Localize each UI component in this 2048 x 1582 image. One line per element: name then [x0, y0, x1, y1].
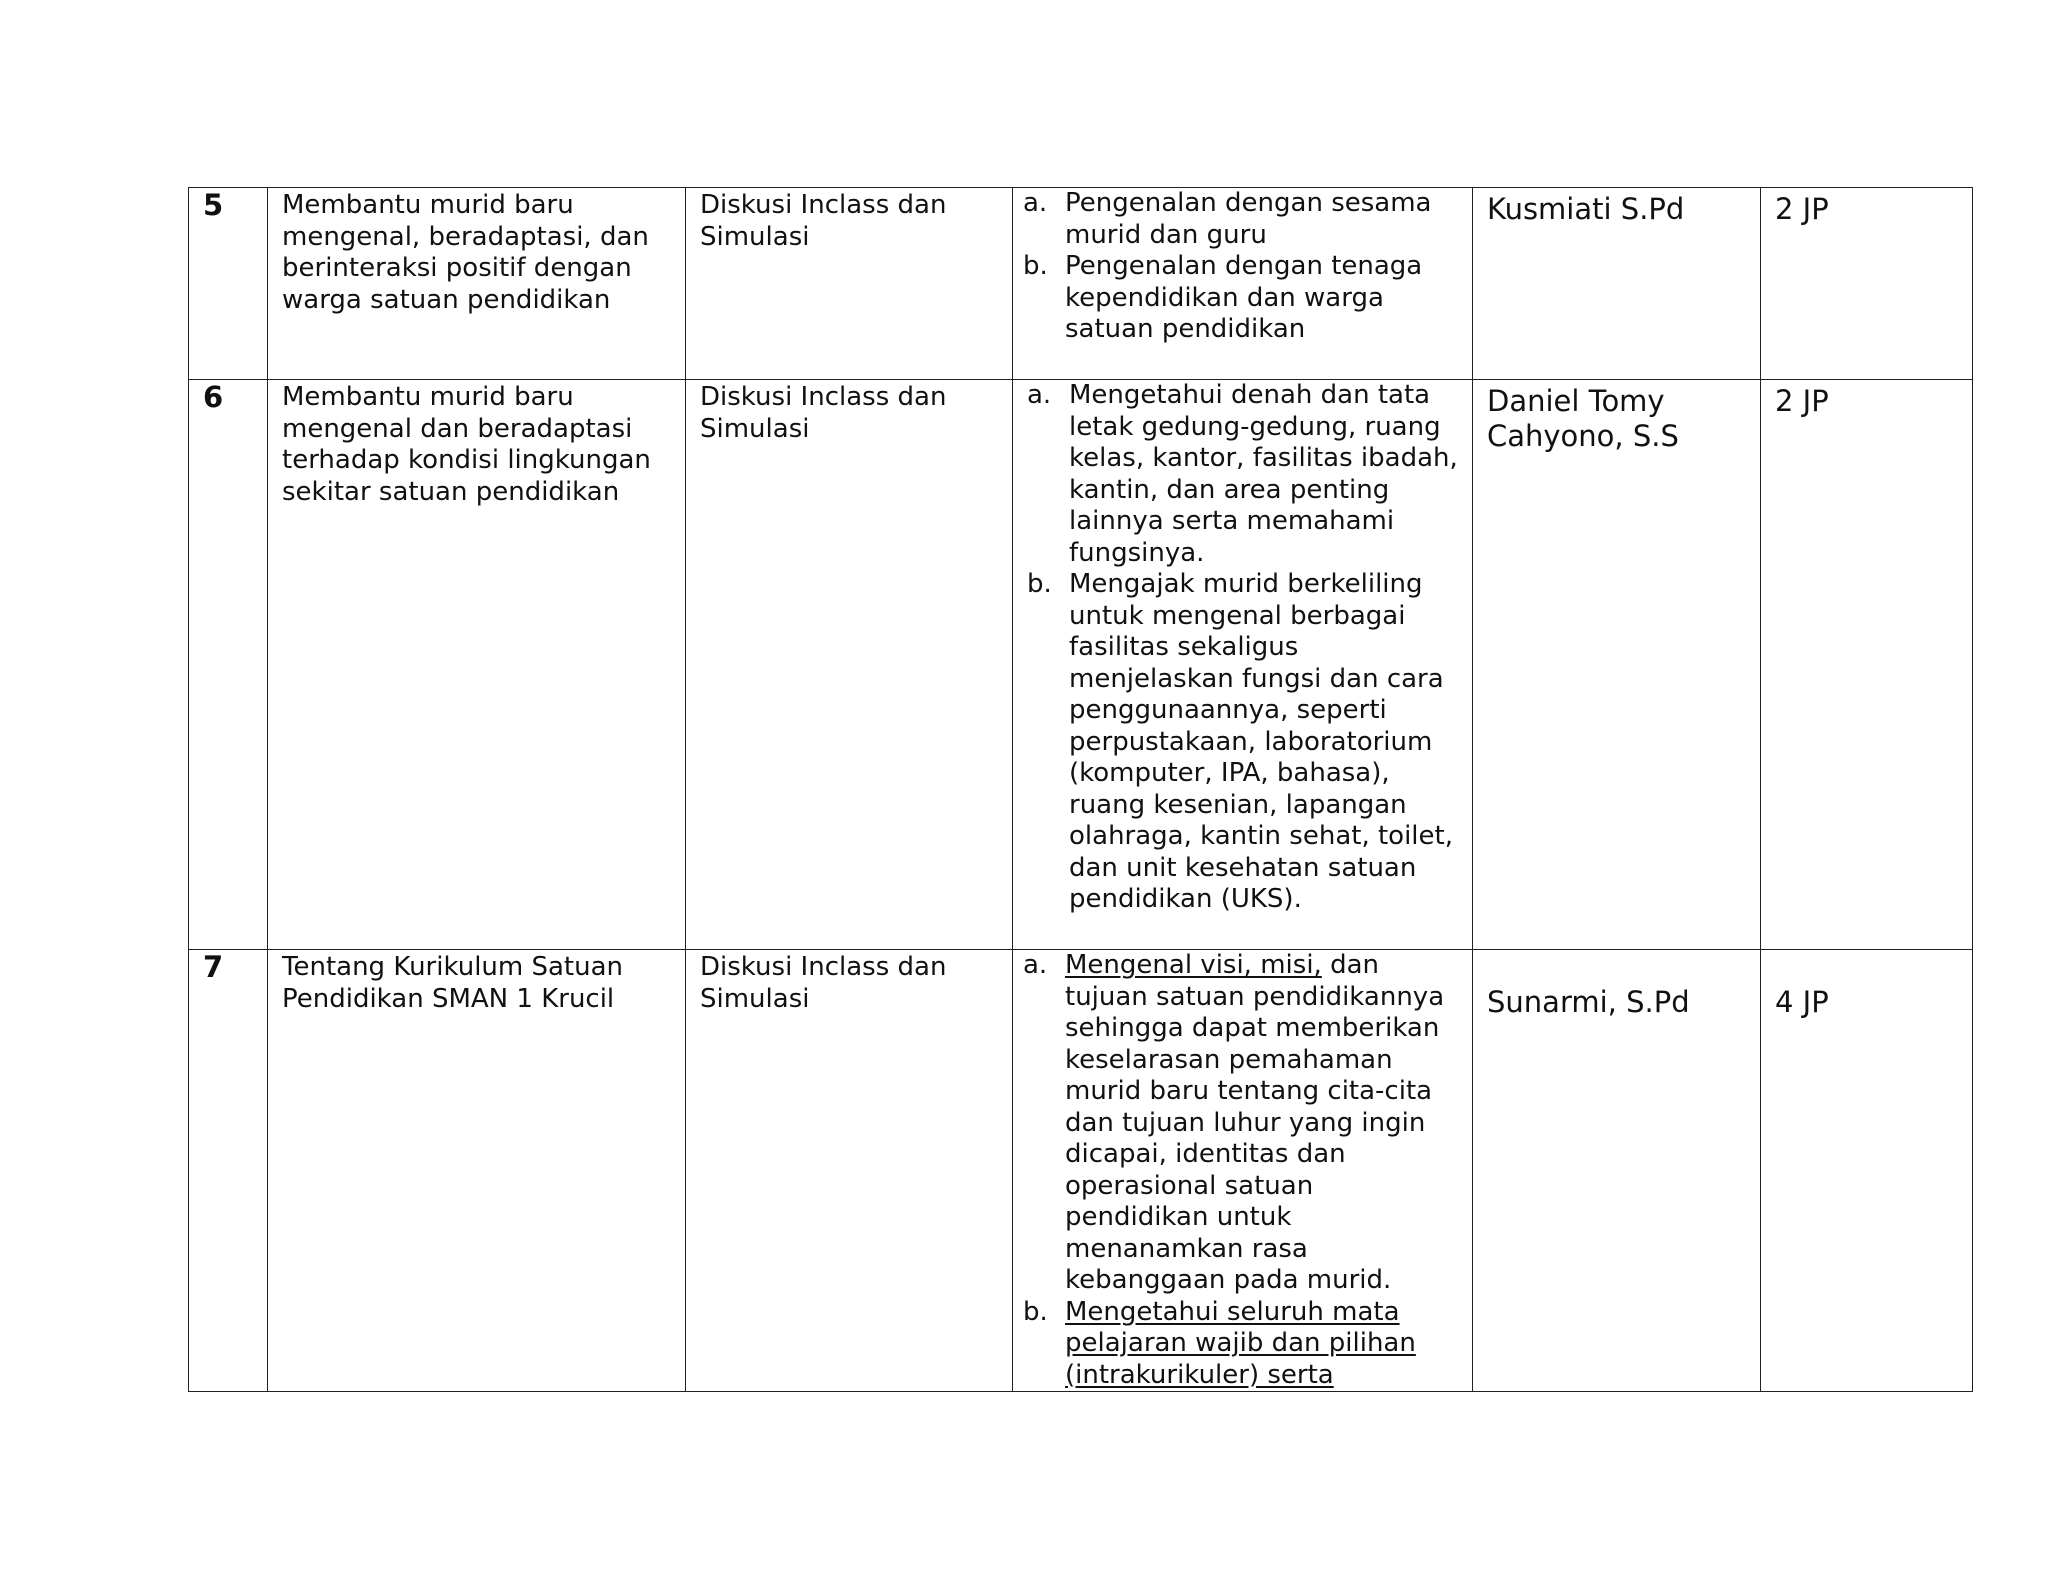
objective-text: Membantu murid baru mengenal, beradaptasi, dan berinteraksi positif dengan warga satuan pendidikan [282, 190, 649, 315]
list-marker: a. [1023, 950, 1048, 980]
row-number: 7 [203, 950, 224, 984]
facilitator-cell [1473, 380, 1761, 950]
method-text: Diskusi Inclass dan Simulasi [700, 952, 947, 1014]
activity-text: Pengenalan dengan tenaga kependidikan dan warga satuan pendidikan [1065, 251, 1423, 344]
list-marker: a. [1027, 380, 1052, 410]
row-number: 6 [203, 380, 224, 414]
activity-list [1013, 380, 1472, 916]
duration-text: 2 JP [1775, 384, 1829, 418]
objective-text: Tentang Kurikulum Satuan Pendidikan SMAN 1 Krucil [282, 952, 624, 1014]
duration-cell [1761, 380, 1973, 950]
activity-list [1013, 188, 1472, 346]
row-number-cell [189, 380, 268, 950]
method-text: Diskusi Inclass dan Simulasi [700, 190, 947, 252]
list-item [1017, 569, 1472, 916]
activities-cell [1013, 950, 1473, 1392]
list-item [1017, 380, 1472, 569]
underlined-text: Mengetahui seluruh mata pelajaran wajib dan pilihan (intrakurikuler) serta [1065, 1296, 1416, 1390]
facilitator-name: Daniel Tomy Cahyono, S.S [1487, 384, 1679, 453]
activity-text: Mengajak murid berkeliling untuk mengenal berbagai fasilitas sekaligus menjelaskan fungsi dan cara penggunaannya, seperti perpustakaan, laboratorium (komputer, IPA, bahasa), ruang kesenian, lapangan olahraga, kantin sehat, toilet, dan unit kesehatan satuan pendidikan (UKS). [1069, 569, 1453, 914]
objective-cell [268, 380, 686, 950]
activity-text [1065, 950, 1472, 1297]
objective-cell [268, 188, 686, 380]
method-text: Diskusi Inclass dan Simulasi [700, 382, 947, 444]
plain-text: dan tujuan satuan pendidikannya sehingga dapat memberikan keselarasan pemahaman murid baru tentang cita-cita dan tujuan luhur yang ingin dicapai, identitas dan operasional satuan pendidikan untuk menanamkan rasa kebanggaan pada murid. [1065, 950, 1445, 1295]
duration-cell [1761, 188, 1973, 380]
list-marker: b. [1023, 1296, 1048, 1327]
activities-cell [1013, 380, 1473, 950]
list-item [1013, 251, 1472, 346]
duration-cell [1761, 950, 1973, 1392]
row-number-cell [189, 188, 268, 380]
activity-table [188, 187, 1973, 1392]
table-row [189, 950, 1973, 1392]
method-cell [686, 950, 1013, 1392]
table-row [189, 380, 1973, 950]
list-marker: b. [1027, 569, 1052, 599]
method-cell [686, 380, 1013, 950]
facilitator-cell [1473, 188, 1761, 380]
activities-cell [1013, 188, 1473, 380]
objective-cell [268, 950, 686, 1392]
facilitator-name: Sunarmi, S.Pd [1487, 985, 1690, 1019]
list-marker: a. [1023, 188, 1048, 218]
underlined-text: Mengenal visi, misi, [1065, 950, 1322, 980]
list-item [1013, 188, 1472, 251]
list-item [1013, 950, 1472, 1297]
activity-text [1065, 1297, 1472, 1392]
activity-text: Mengetahui denah dan tata letak gedung-gedung, ruang kelas, kantor, fasilitas ibadah, kantin, dan area penting lainnya serta memahami fungsinya. [1069, 380, 1458, 568]
list-marker: b. [1023, 251, 1048, 281]
duration-text: 2 JP [1775, 192, 1829, 226]
list-item [1013, 1297, 1472, 1392]
row-number-cell [189, 950, 268, 1392]
duration-text: 4 JP [1775, 985, 1829, 1019]
row-number: 5 [203, 188, 224, 222]
activity-text: Pengenalan dengan sesama murid dan guru [1065, 188, 1432, 250]
table-row [189, 188, 1973, 380]
facilitator-name: Kusmiati S.Pd [1487, 192, 1685, 226]
facilitator-cell [1473, 950, 1761, 1392]
objective-text: Membantu murid baru mengenal dan beradaptasi terhadap kondisi lingkungan sekitar satuan pendidikan [282, 382, 651, 507]
activity-list [1013, 950, 1472, 1391]
method-cell [686, 188, 1013, 380]
